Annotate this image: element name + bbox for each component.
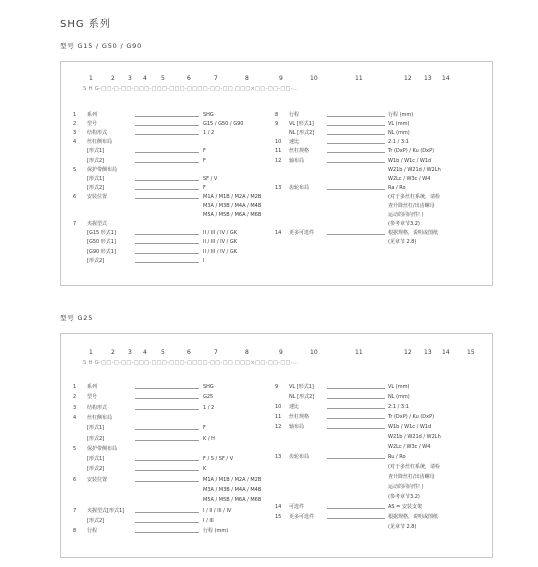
- position-number: 3: [128, 75, 132, 82]
- spec-value: 2:1 / 3:1: [388, 139, 409, 146]
- leader-line: [327, 116, 385, 117]
- spec-value: M5A / M5B / M6A / M6B: [203, 212, 262, 219]
- leader-line: [327, 143, 385, 144]
- position-number: 13: [424, 75, 432, 82]
- spec-label: 丝杠规格: [289, 414, 310, 420]
- position-number: 7: [214, 349, 218, 356]
- spec-value: VL (mm): [388, 384, 410, 390]
- spec-label: [形式2]: [87, 184, 105, 191]
- spec-label: 保护带侧布局: [87, 166, 118, 173]
- spec-value: 行程 (mm): [388, 112, 414, 118]
- position-number: 5: [161, 75, 165, 82]
- spec-label: 型号: [87, 394, 98, 401]
- spec-label: VL [形式1]: [289, 384, 314, 390]
- spec-number: 11: [275, 148, 282, 155]
- spec-value: II / III / IV / GK: [203, 239, 238, 246]
- spec-label: 行程: [289, 112, 300, 118]
- spec-label: [形式1]: [87, 148, 105, 155]
- spec-label: 安装位置: [87, 193, 108, 200]
- spec-value: NL (mm): [388, 394, 410, 400]
- spec-label: [G90 形式1]: [87, 248, 116, 255]
- spec-value: W21b / W21d / W2Lh: [388, 166, 441, 173]
- spec-label: VL [形式1]: [289, 121, 314, 128]
- leader-line: [135, 152, 199, 153]
- spec-number: 1: [73, 112, 77, 118]
- leader-line: [135, 398, 199, 399]
- spec-number: 3: [73, 404, 77, 411]
- spec-value: SHG: [203, 112, 214, 118]
- position-number: 6: [187, 349, 191, 356]
- spec-value: W2Lc / W3c / W4: [388, 175, 431, 182]
- spec-label: [形式2]: [87, 517, 105, 524]
- spec-number: 14: [275, 504, 282, 510]
- leader-line: [327, 125, 385, 126]
- spec-number: 13: [275, 454, 282, 460]
- ordering-code-string-1: S H G-□□-□-□□-□□□-□□□-□□□-□□□□-□□-□□ □□□×□□-□□-□□-...: [83, 86, 299, 92]
- spec-value: W21b / W21d / W2Lh: [388, 434, 441, 440]
- spec-label: [形式1]: [87, 175, 105, 182]
- position-number: 9: [279, 349, 283, 356]
- spec-value: (参考章节3.2): [388, 494, 420, 500]
- spec-value: W1b / W1c / W1d: [388, 424, 432, 430]
- spec-label: 更多可选件: [289, 230, 315, 237]
- spec-label: 结构形式: [87, 130, 108, 137]
- position-number: 1: [89, 349, 93, 356]
- position-number: 12: [404, 75, 412, 82]
- leader-line: [135, 116, 199, 117]
- spec-value: SF / V: [203, 175, 218, 182]
- spec-value: 查升降丝杠/出齿螺母: [388, 474, 435, 480]
- leader-line: [135, 234, 199, 235]
- spec-value: Tr (DxP) / Ku (DxP): [388, 414, 435, 420]
- leader-line: [135, 180, 199, 181]
- spec-value: 运动的同向性! ): [388, 484, 424, 490]
- spec-label: 可选件: [289, 504, 305, 510]
- spec-number: 4: [73, 414, 77, 421]
- spec-label: 更多可选件: [289, 514, 315, 520]
- spec-label: [形式2]: [87, 466, 105, 473]
- spec-number: 6: [73, 193, 77, 200]
- position-number: 2: [111, 349, 115, 356]
- spec-value: 根据规格，说明或图纸: [388, 514, 439, 520]
- spec-label: 夹握型式[形式1]: [87, 507, 125, 514]
- spec-label: 行程: [87, 528, 98, 535]
- leader-line: [135, 470, 199, 471]
- spec-number: 12: [275, 157, 282, 164]
- leader-line: [327, 418, 385, 419]
- spec-label: 齿轮布局: [289, 454, 310, 460]
- leader-line: [135, 125, 199, 126]
- position-number: 11: [355, 75, 363, 82]
- spec-number: 11: [275, 414, 282, 420]
- leader-line: [135, 512, 199, 513]
- spec-label: 速比: [289, 404, 300, 410]
- spec-label: 保护带侧布局: [87, 445, 118, 452]
- page-title: SHG 系列: [60, 19, 111, 30]
- leader-line: [327, 428, 385, 429]
- leader-line: [135, 429, 199, 430]
- spec-value: (见章节 2.8): [388, 524, 417, 530]
- spec-value: II / III / IV / GK: [203, 230, 238, 237]
- spec-number: 1: [73, 384, 77, 390]
- spec-value: M1A / M1B / M2A / M2B: [203, 193, 262, 200]
- leader-line: [327, 134, 385, 135]
- leader-line: [327, 162, 385, 163]
- leader-line: [135, 460, 199, 461]
- position-number: 8: [245, 75, 249, 82]
- spec-number: 8: [275, 112, 279, 118]
- spec-value: (对于多丝杠系统，请检: [388, 193, 440, 200]
- leader-line: [135, 409, 199, 410]
- spec-label: 丝杠侧布局: [87, 414, 113, 421]
- spec-label: 安装位置: [87, 476, 108, 483]
- spec-label: 系列: [87, 384, 98, 390]
- leader-line: [327, 408, 385, 409]
- spec-number: 10: [275, 404, 282, 410]
- spec-number: 5: [73, 166, 77, 173]
- position-number: 10: [310, 75, 318, 82]
- position-number: 9: [279, 75, 283, 82]
- spec-label: NL [形式2]: [289, 394, 315, 400]
- position-number: 13: [424, 349, 432, 356]
- leader-line: [135, 134, 199, 135]
- leader-line: [327, 398, 385, 399]
- spec-label: 丝杠规格: [289, 148, 310, 155]
- ordering-code-box-2: [60, 333, 493, 558]
- position-number: 4: [143, 349, 147, 356]
- position-number: 3: [128, 349, 132, 356]
- leader-line: [327, 189, 385, 190]
- spec-number: 3: [73, 130, 77, 137]
- spec-number: 8: [73, 528, 77, 535]
- leader-line: [327, 518, 385, 519]
- spec-label: [形式2]: [87, 157, 105, 164]
- spec-value: I / III: [203, 517, 214, 524]
- leader-line: [135, 532, 199, 533]
- spec-label: 轴布局: [289, 157, 305, 164]
- spec-value: 2:1 / 3:1: [388, 404, 409, 410]
- position-number: 8: [245, 349, 249, 356]
- position-number: 14: [442, 349, 450, 356]
- model-label-g25: 型号 G25: [60, 314, 94, 322]
- position-number: 12: [404, 349, 412, 356]
- position-number: 15: [467, 349, 475, 356]
- spec-value: M3A / M3B / M4A / M4B: [203, 203, 262, 209]
- spec-value: M5A / M5B / M6A / M6B: [203, 497, 262, 504]
- spec-value: 运动的同向性! ): [388, 212, 424, 219]
- leader-line: [135, 481, 199, 482]
- spec-value: W2Lc / W3c / W4: [388, 444, 431, 450]
- leader-line: [327, 458, 385, 459]
- spec-value: Ru / Ro: [388, 454, 406, 460]
- spec-label: 速比: [289, 139, 300, 146]
- spec-label: 夹握型式: [87, 221, 108, 228]
- spec-value: F: [203, 184, 206, 191]
- spec-value: W1b / W1c / W1d: [388, 157, 432, 164]
- leader-line: [327, 388, 385, 389]
- spec-value: K / H: [203, 435, 215, 442]
- spec-value: M3A / M3B / M4A / M4B: [203, 487, 262, 493]
- spec-number: 10: [275, 139, 282, 146]
- spec-label: [G50 形式1]: [87, 239, 116, 246]
- spec-label: 丝杠侧布局: [87, 139, 113, 146]
- leader-line: [135, 198, 199, 199]
- position-number: 5: [161, 349, 165, 356]
- spec-value: G25: [203, 394, 214, 401]
- spec-label: 系列: [87, 112, 98, 118]
- spec-label: 齿轮布局: [289, 184, 310, 191]
- spec-label: [形式2]: [87, 435, 105, 442]
- position-number: 7: [214, 75, 218, 82]
- spec-value: NL (mm): [388, 130, 410, 137]
- spec-number: 6: [73, 476, 77, 483]
- leader-line: [135, 440, 199, 441]
- spec-number: 9: [275, 121, 279, 128]
- spec-number: 12: [275, 424, 282, 430]
- spec-label: [G15 形式1]: [87, 230, 116, 237]
- ordering-code-string-2: S H G-□□-□-□□-□□□-□□□-□□□-□□□□-□□-□□ □□□×□□-□□-□□-...: [83, 360, 299, 366]
- leader-line: [135, 253, 199, 254]
- leader-line: [135, 243, 199, 244]
- spec-value: F: [203, 157, 206, 164]
- spec-value: F: [203, 148, 206, 155]
- ordering-code-box-1: [60, 61, 493, 286]
- spec-label: 型号: [87, 121, 98, 128]
- spec-label: [形式1]: [87, 456, 105, 463]
- spec-value: VL (mm): [388, 121, 410, 128]
- position-number: 10: [310, 349, 318, 356]
- spec-value: 行程 (mm): [203, 528, 229, 535]
- leader-line: [135, 388, 199, 389]
- leader-line: [135, 522, 199, 523]
- leader-line: [327, 234, 385, 235]
- spec-number: 7: [73, 507, 77, 514]
- spec-label: 结构形式: [87, 404, 108, 411]
- spec-value: M1A / M1B / M2A / M2B: [203, 476, 262, 483]
- spec-value: SHG: [203, 384, 214, 390]
- spec-value: F / S / SF / V: [203, 456, 234, 463]
- leader-line: [135, 162, 199, 163]
- spec-value: I / II / III / IV: [203, 507, 232, 514]
- position-number: 6: [187, 75, 191, 82]
- spec-value: K: [203, 466, 207, 473]
- spec-number: 7: [73, 221, 77, 228]
- spec-value: F: [203, 425, 206, 432]
- spec-number: 2: [73, 394, 77, 401]
- spec-value: (参考章节3.2): [388, 221, 420, 228]
- spec-value: G15 / G50 / G90: [203, 121, 244, 128]
- spec-value: 根据规格，说明或图纸: [388, 230, 439, 237]
- spec-number: 13: [275, 184, 282, 191]
- spec-label: [形式1]: [87, 425, 105, 432]
- leader-line: [327, 508, 385, 509]
- spec-label: [形式2]: [87, 257, 105, 264]
- spec-number: 15: [275, 514, 282, 520]
- position-number: 11: [355, 349, 363, 356]
- spec-value: AS = 安装支架: [388, 504, 422, 510]
- spec-value: (对于多丝杠系统，请检: [388, 464, 440, 470]
- spec-number: 9: [275, 384, 279, 390]
- spec-value: I: [203, 257, 205, 264]
- leader-line: [327, 152, 385, 153]
- spec-number: 2: [73, 121, 77, 128]
- spec-number: 4: [73, 139, 77, 146]
- leader-line: [135, 189, 199, 190]
- position-number: 14: [442, 75, 450, 82]
- position-number: 2: [111, 75, 115, 82]
- position-number: 1: [89, 75, 93, 82]
- spec-value: 1 / 2: [203, 130, 215, 137]
- spec-value: (见章节 2.8): [388, 239, 417, 246]
- spec-value: II / III / IV / GK: [203, 248, 238, 255]
- spec-value: 查升降丝杠/出齿螺母: [388, 203, 435, 209]
- leader-line: [135, 262, 199, 263]
- spec-number: 14: [275, 230, 282, 237]
- spec-label: 轴布局: [289, 424, 305, 430]
- position-number: 4: [143, 75, 147, 82]
- spec-value: Ra / Ro: [388, 184, 406, 191]
- spec-number: 5: [73, 445, 77, 452]
- spec-value: 1 / 2: [203, 404, 215, 411]
- model-label-g15: 型号 G15 / G50 / G90: [60, 42, 143, 50]
- spec-value: Tr (DxP) / Ku (DxP): [388, 148, 435, 155]
- spec-label: NL [形式2]: [289, 130, 315, 137]
